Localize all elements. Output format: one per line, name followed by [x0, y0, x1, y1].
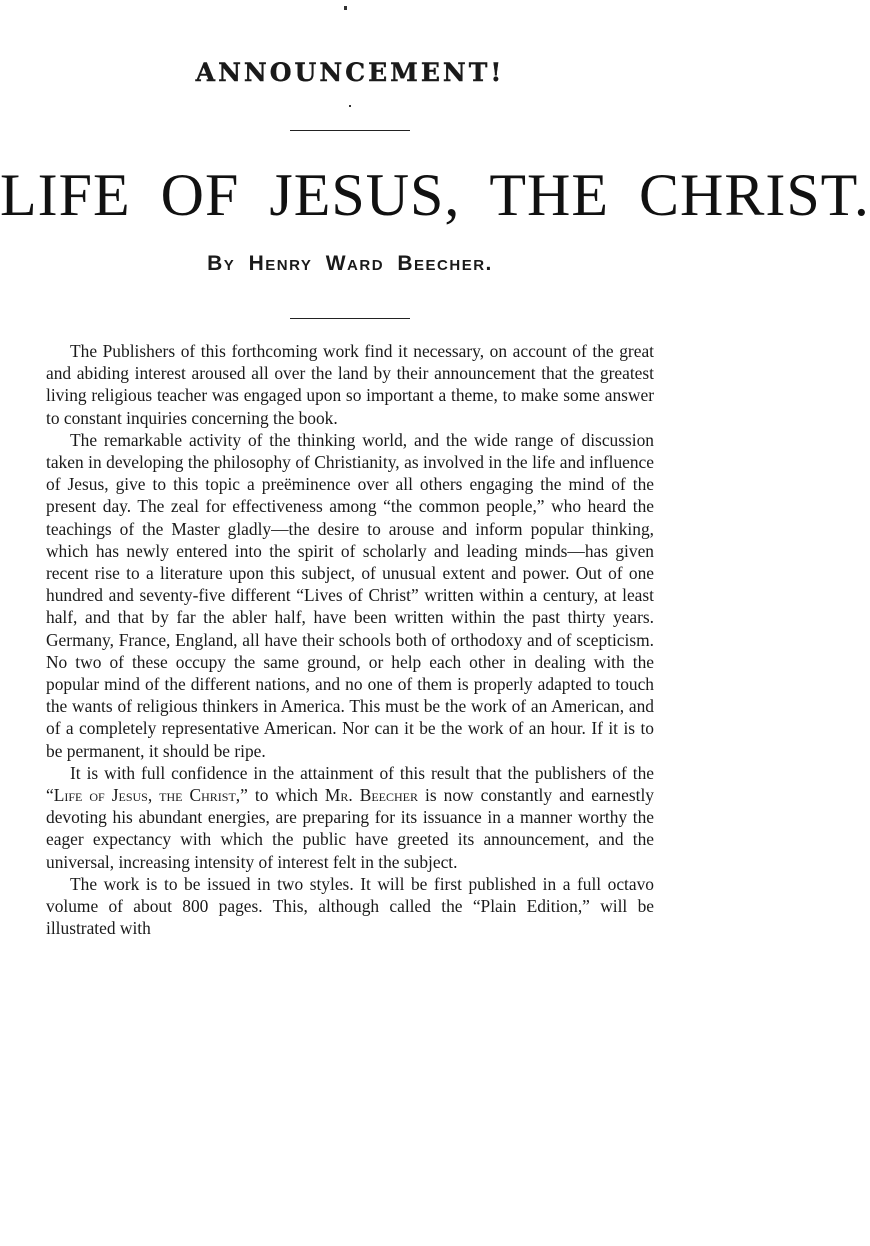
body-text — [46, 340, 654, 939]
divider-rule — [290, 318, 410, 319]
paragraph-text: It is with full confidence in the attainment of this result that the publishers of the “ — [46, 762, 654, 806]
divider-rule — [290, 130, 410, 131]
author-reference: Mr. Beecher — [324, 785, 419, 806]
announcement-heading: ANNOUNCEMENT! — [195, 58, 505, 87]
paragraph: The work is to be issued in two styles. It will be first published in a full octavo volume of about 800 pages. This, although called the “Plain Edition,” will be illustrated with — [46, 873, 654, 939]
paragraph — [46, 762, 654, 873]
book-title-reference: Life of Jesus, the Christ — [53, 785, 236, 806]
print-mark — [349, 105, 351, 107]
print-mark — [344, 6, 347, 10]
paragraph-text: is now constantly and earnestly devoting his abundant energies, are preparing for its issuance in a manner worthy the eager expectancy with which the public have greeted its announcement, and the universal, increasing intensity of interest felt in the subject. — [46, 785, 654, 872]
book-title: LIFE OF JESUS, THE CHRIST. — [0, 162, 870, 228]
paragraph: The remarkable activity of the thinking world, and the wide range of discussion taken in developing the philosophy of Christianity, as involved in the life and influence of Jesus, give to this topic a preëminence over all others engaging the mind of the present day. The zeal for effectiveness among “the common people,” who heard the teachings of the Master gladly—the desire to arouse and inform popular thinking, which has newly entered into the spirit of scholarly and leading minds—has given recent rise to a literature upon this subject, of unusual extent and power. Out of one hundred and seventy-five different “Lives of Christ” written within a century, at least half, and that by far the abler half, have been written within the past thirty years. Germany, France, England, all have their schools both of orthodoxy and of scepticism. No two of these occupy the same ground, or help each other in dealing with the popular mind of the different nations, and no one of them is properly adapted to touch the wants of religious thinkers in America. This must be the work of an American, and of a completely representative American. Nor can it be the work of an hour. If it is to be permanent, it should be ripe. — [46, 429, 654, 761]
author-byline: By Henry Ward Beecher. — [207, 252, 493, 275]
paragraph-text: ,” to which — [235, 785, 325, 806]
paragraph: The Publishers of this forthcoming work find it necessary, on account of the great and abiding interest aroused all over the land by their announcement that the greatest living religious teacher was engaged upon so important a theme, to make some answer to constant inquiries concerning the book. — [46, 341, 654, 428]
